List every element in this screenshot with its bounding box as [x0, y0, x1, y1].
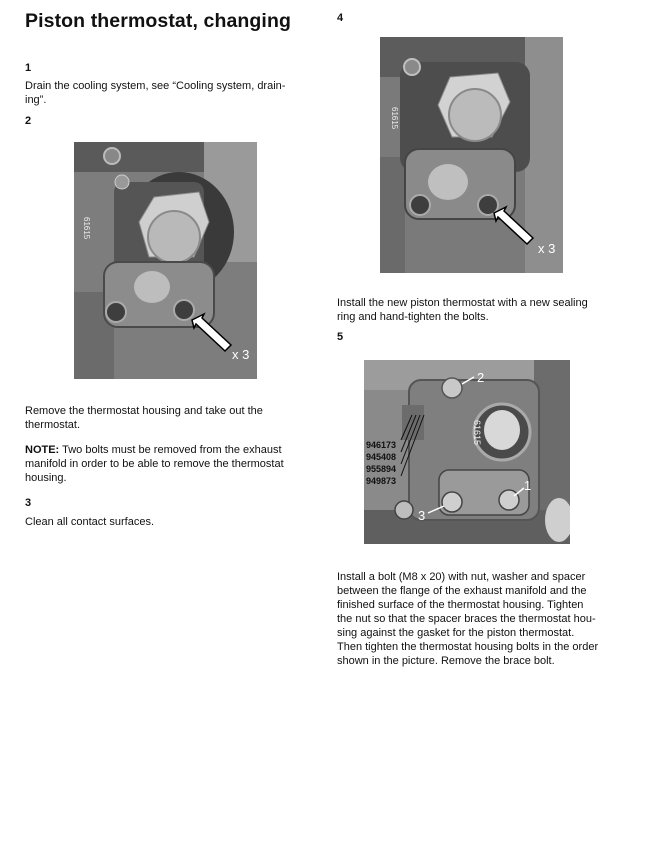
step-5-text — [337, 570, 637, 668]
step-5-text-line-6: Then tighten the thermostat housing bolts in the order — [337, 641, 599, 653]
step-5-text-line-2: between the flange of the exhaust manifold and the — [337, 585, 587, 597]
page-title: Piston thermostat, changing — [25, 10, 291, 32]
note-text-line-3: housing. — [25, 472, 67, 484]
step-4-text — [337, 296, 637, 324]
step-5-text-line-3: finished surface of the thermostat housing. Tighten — [337, 599, 584, 611]
step-1-text-line-2: ing”. — [25, 94, 47, 106]
part-number-4: 949873 — [366, 476, 397, 486]
step-5-text-line-4: the nut so that the spacer braces the thermostat hou- — [337, 613, 596, 625]
step-2-number: 2 — [25, 115, 32, 127]
step-2-multiplier: x 3 — [232, 347, 250, 362]
step-1-text-line-1: Drain the cooling system, see “Cooling system, drain- — [25, 80, 286, 92]
step-4-multiplier: x 3 — [538, 241, 556, 256]
callout-1: 1 — [524, 478, 532, 493]
svg-text:61615: 61615 — [472, 420, 482, 446]
step-3-number: 3 — [25, 497, 32, 509]
step-5-number: 5 — [337, 331, 344, 343]
step-2-text-line-2: thermostat. — [25, 419, 81, 431]
step-5-photo — [364, 360, 570, 544]
step-1-text — [25, 79, 325, 107]
callout-2: 2 — [477, 370, 485, 385]
note-text-line-1: Two bolts must be removed from the exhaust — [59, 444, 282, 456]
step-4-text-line-1: Install the new piston thermostat with a new sealing — [337, 297, 588, 309]
svg-text:61615: 61615 — [82, 217, 91, 240]
step-1-number: 1 — [25, 62, 32, 74]
part-number-3: 955894 — [366, 464, 397, 474]
step-4-number: 4 — [337, 12, 344, 24]
step-2-text — [25, 404, 325, 432]
step-5-text-line-1: Install a bolt (M8 x 20) with nut, washer and spacer — [337, 571, 586, 583]
step-3-text: Clean all contact surfaces. — [25, 516, 155, 528]
step-2-text-line-1: Remove the thermostat housing and take out the — [25, 405, 263, 417]
step-5-text-line-7: shown in the picture. Remove the brace bolt. — [337, 655, 555, 667]
part-number-1: 946173 — [366, 440, 397, 450]
step-2-photo — [74, 142, 257, 379]
note-block — [25, 443, 325, 485]
note-text-line-2: manifold in order to be able to remove the thermostat — [25, 458, 284, 470]
callout-3: 3 — [418, 508, 426, 523]
step-4-text-line-2: ring and hand-tighten the bolts. — [337, 311, 489, 323]
svg-text:61615: 61615 — [390, 107, 399, 130]
step-4-photo — [380, 37, 563, 273]
note-label: NOTE: — [25, 444, 60, 456]
step-5-text-line-5: sing against the gasket for the piston thermostat. — [337, 627, 575, 639]
part-number-2: 945408 — [366, 452, 397, 462]
